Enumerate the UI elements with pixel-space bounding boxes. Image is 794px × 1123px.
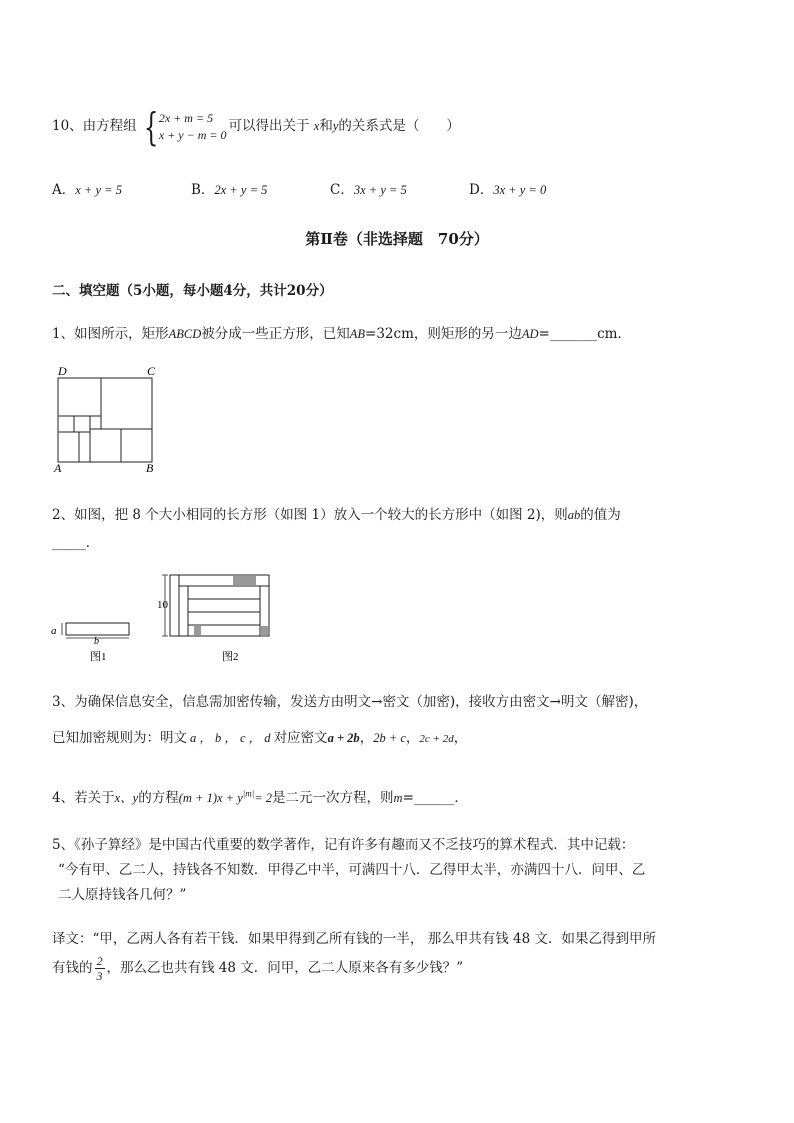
fill-question-1 (52, 322, 631, 342)
part2-title: 第Ⅱ卷（非选择题 70分） (305, 230, 489, 248)
system-eq1: 2x + m = 5 (158, 110, 214, 125)
fig2-caption: 图2 (222, 651, 239, 663)
label-c: C (147, 364, 156, 378)
text: ，那么乙也共有钱 48 文．问甲，乙二人原来各有多少钱？” (106, 960, 464, 976)
text: 的方程 (138, 790, 179, 806)
var-y: y (332, 119, 339, 133)
figure-2-rectangle (156, 572, 276, 666)
cipher-3: 2c + 2d (419, 733, 454, 745)
fill-question-3-line1: 3、为确保信息安全，信息需加密传输，发送方由明文→密文（加密)，接收方由密文→明文（解密)， (52, 694, 648, 710)
label-a: a (51, 625, 57, 637)
fill-question-5-line3: 二人原持钱各几何？” (58, 887, 187, 903)
math-ad: AD (521, 327, 539, 341)
text: 被分成一些正方形，已知 (201, 326, 350, 342)
label-10: 10 (157, 599, 168, 611)
fill-question-5-line4: 译文：“甲，乙两人各有若干钱．如果甲得到乙所有钱的一半， 那么甲共有钱 48 文．如果乙得到甲所 (52, 931, 656, 947)
math-ab: AB (349, 327, 366, 341)
brace-icon: { (143, 104, 159, 149)
var-x: x (313, 119, 320, 133)
text: 4、若关于 (52, 790, 115, 806)
text: 是二元一次方程，则 (272, 790, 394, 806)
question-10 (52, 104, 460, 149)
text: =32cm，则矩形的另一边 (365, 326, 522, 342)
fill2-blank[interactable]: _____． (52, 535, 100, 551)
label-d: D (58, 364, 67, 378)
option-label: C． (330, 182, 354, 198)
q10-suffix-a: 可以得出关于 (228, 118, 310, 134)
system-eq2: x + y − m = 0 (158, 127, 227, 142)
fill-question-3-line2 (52, 726, 467, 746)
math-ab: ab (567, 508, 581, 522)
figure-1-rectangle (50, 618, 135, 666)
option-expr: x + y = 5 (75, 183, 122, 197)
text: =_______cm． (538, 326, 631, 342)
label-b: b (94, 636, 99, 647)
text: 已知加密规则为：明文 (52, 730, 187, 746)
fill-question-4 (52, 786, 468, 806)
plain-vars: a ， b ， c ， d (190, 731, 271, 745)
outer-rectangle (58, 378, 152, 462)
q10-option-c[interactable] (330, 178, 407, 198)
fill-question-5-line1: 5、《孙子算经》是中国古代重要的数学著作，记有许多有趣而又不乏技巧的算术程式．其中记载： (52, 837, 635, 853)
fill-question-2 (52, 503, 621, 523)
q10-option-d[interactable] (469, 178, 546, 198)
math-xy: x、y (114, 791, 139, 805)
rectangle-abcd-figure (50, 362, 165, 478)
shaded-gap-right (261, 626, 268, 635)
cipher-2: 2b + c (373, 731, 406, 745)
separator: ， (359, 730, 374, 746)
fill-question-5-line5 (52, 954, 463, 983)
math-abcd: ABCD (168, 327, 202, 341)
text: 有钱的 (52, 960, 93, 976)
section-heading: 二、填空题（5小题，每小题4分，共计20分） (52, 283, 333, 299)
label-a: A (54, 461, 62, 475)
small-rectangle (66, 623, 129, 635)
option-label: D． (469, 182, 494, 198)
q10-and: 和 (319, 118, 333, 134)
fill-question-5-line2: “今有甲、乙二人，持钱各不知数．甲得乙中半，可满四十八．乙得甲太半，亦满四十八．问甲、乙 (58, 862, 646, 878)
fraction-numerator: 2 (96, 954, 103, 968)
option-label: A． (52, 182, 76, 198)
text: 对应密文 (273, 730, 328, 746)
option-expr: 2x + y = 5 (214, 183, 268, 197)
q10-option-a[interactable] (52, 178, 122, 198)
separator: ， (453, 730, 468, 746)
text: 1、如图所示，矩形 (52, 326, 169, 342)
text: 的值为 (580, 507, 621, 523)
equation-exponent: |m| (242, 788, 255, 799)
option-expr: 3x + y = 5 (353, 183, 407, 197)
fraction-denominator: 3 (96, 969, 103, 983)
separator: ， (405, 730, 420, 746)
q10-suffix-b: 的关系式是（ ） (338, 118, 460, 134)
fraction-two-thirds (95, 954, 105, 983)
q10-prefix: 10、由方程组 (52, 118, 137, 134)
option-expr: 3x + y = 0 (493, 183, 547, 197)
label-b: B (146, 461, 154, 475)
option-label: B． (191, 182, 215, 198)
answer-blank[interactable]: =______． (402, 790, 468, 806)
q10-option-b[interactable] (191, 178, 267, 198)
equation-end: = 2 (254, 791, 273, 805)
cipher-1: a + 2b (327, 731, 360, 745)
equation-system (139, 104, 227, 149)
equation-body: (m + 1)x + y (178, 791, 243, 805)
shaded-gap-top (233, 576, 256, 585)
text: 2、如图，把 8 个大小相同的长方形（如图 1）放入一个较大的长方形中（如图 2)，则 (52, 507, 568, 523)
shaded-gap-left (194, 626, 201, 635)
fig1-caption: 图1 (90, 651, 107, 663)
math-m: m (393, 791, 403, 805)
